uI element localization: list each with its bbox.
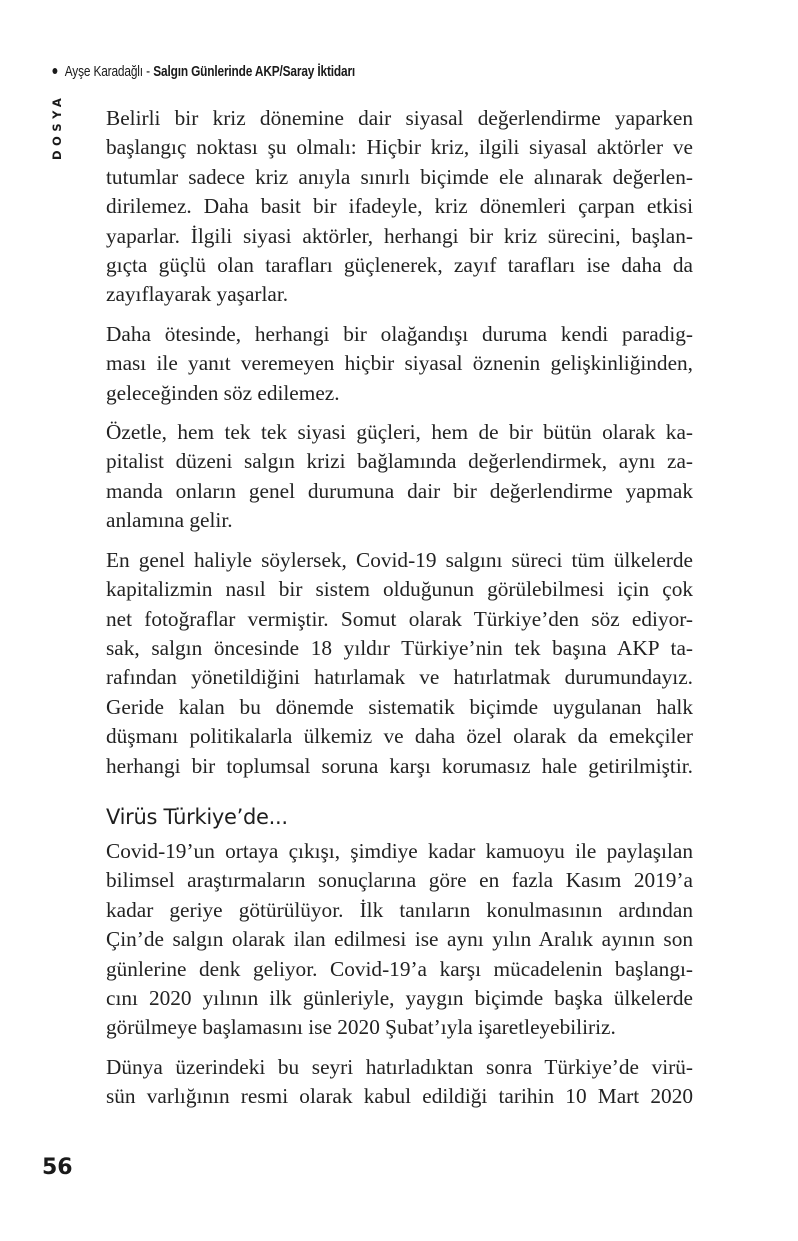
running-head	[50, 64, 355, 80]
section-paragraph-1	[106, 837, 693, 1043]
text-line: günlerine denk geliyor. Covid-19’a karşı mücadelenin başlangı-	[106, 956, 693, 981]
text-line: tutumlar sadece kriz anıyla sınırlı biçimde ele alınarak değerlen-	[106, 164, 693, 189]
text-line: sün varlığının resmi olarak kabul edildiği tarihin 10 Mart 2020	[106, 1084, 693, 1109]
paragraph-1	[106, 104, 693, 310]
page-number: 56	[42, 1155, 73, 1180]
text-line: pitalist düzeni salgın krizi bağlamında değerlendirmek, aynı za-	[106, 449, 693, 474]
text-line: başlangıç noktası şu olmalı: Hiçbir kriz, ilgili siyasal aktörler ve	[106, 135, 693, 160]
text-line: görülmeye başlamasını ise 2020 Şubat’ıyla işaretleyebiliriz.	[106, 1015, 616, 1040]
text-line: anlamına gelir.	[106, 508, 233, 533]
text-line: cını 2020 yılının ilk günleriyle, yaygın biçimde başka ülkelerde	[106, 985, 693, 1010]
side-label-text: DOSYA	[50, 93, 64, 160]
section-paragraph-2	[106, 1053, 693, 1112]
bullet-icon	[52, 68, 57, 74]
text-line: net fotoğraflar vermiştir. Somut olarak Türkiye’den söz ediyor-	[106, 606, 693, 631]
text-line: Belirli bir kriz dönemine dair siyasal değerlendirme yaparken	[106, 106, 693, 130]
text-line: düşmanı politikalarla ülkemiz ve daha özel olarak da emekçiler	[106, 724, 693, 749]
running-head-author: Ayşe Karadağlı	[64, 64, 143, 80]
paragraph-3	[106, 418, 693, 536]
article-body	[106, 104, 693, 1122]
text-line: rafından yönetildiğini hatırlamak ve hatırlatmak durumundayız.	[106, 665, 693, 690]
text-line: herhangi bir toplumsal soruna karşı korumasız hale getirilmiştir.	[106, 753, 693, 778]
paragraph-4	[106, 546, 693, 781]
text-line: ması ile yanıt veremeyen hiçbir siyasal öznenin gelişkinliğinden,	[106, 351, 693, 376]
running-head-separator: -	[146, 64, 150, 80]
text-line: sak, salgın öncesinde 18 yıldır Türkiye’nin tek başına AKP ta-	[106, 635, 693, 660]
section-side-label	[50, 90, 66, 162]
paragraph-2	[106, 320, 693, 408]
text-line: yaparlar. İlgili siyasi aktörler, herhangi bir kriz sürecini, başlan-	[106, 223, 693, 248]
text-line: Çin’de salgın olarak ilan edilmesi ise aynı yılın Aralık ayının son	[106, 927, 693, 952]
text-line: bilimsel araştırmaların sonuçlarına göre en fazla Kasım 2019’a	[106, 868, 693, 893]
text-line: Daha ötesinde, herhangi bir olağandışı duruma kendi paradig-	[106, 321, 693, 346]
running-head-title: Salgın Günlerinde AKP/Saray İktidarı	[153, 64, 356, 80]
text-line: Covid-19’un ortaya çıkışı, şimdiye kadar kamuoyu ile paylaşılan	[106, 838, 693, 863]
text-line: dirilemez. Daha basit bir ifadeyle, kriz dönemleri çarpan etkisi	[106, 194, 693, 219]
text-line: En genel haliyle söylersek, Covid-19 salgını süreci tüm ülkelerde	[106, 547, 693, 572]
text-line: kadar geriye götürülüyor. İlk tanıların konulmasının ardından	[106, 897, 693, 922]
text-line: geleceğinden söz edilemez.	[106, 380, 340, 405]
text-line: Geride kalan bu dönemde sistematik biçimde uygulanan halk	[106, 694, 693, 719]
text-line: kapitalizmin nasıl bir sistem olduğunun görülebilmesi için çok	[106, 577, 693, 602]
text-line: Özetle, hem tek tek siyasi güçleri, hem de bir bütün olarak ka-	[106, 420, 693, 445]
text-line: zayıflayarak yaşarlar.	[106, 282, 289, 307]
text-line: Dünya üzerindeki bu seyri hatırladıktan sonra Türkiye’de virü-	[106, 1054, 693, 1079]
section-heading: Virüs Türkiye’de...	[106, 804, 288, 829]
text-line: manda onların genel durumuna dair bir değerlendirme yapmak	[106, 478, 693, 503]
text-line: gıçta güçlü olan tarafları güçlenerek, zayıf tarafları ise daha da	[106, 253, 693, 278]
